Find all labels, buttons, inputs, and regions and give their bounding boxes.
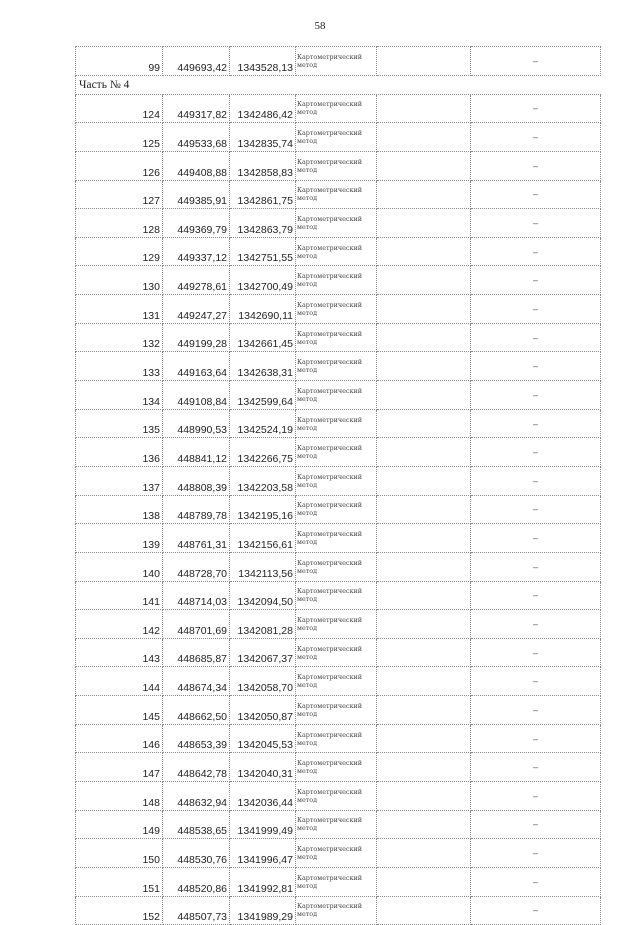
point-number: 143 <box>76 638 163 667</box>
empty-cell <box>377 638 471 667</box>
empty-cell <box>377 867 471 896</box>
table-row <box>76 581 601 610</box>
table-row <box>76 524 601 553</box>
y-coordinate: 1343528,13 <box>230 47 296 76</box>
y-coordinate: 1342094,50 <box>230 581 296 610</box>
y-coordinate: 1342858,83 <box>230 151 296 180</box>
y-coordinate: 1341992,81 <box>230 867 296 896</box>
empty-cell <box>377 266 471 295</box>
empty-cell <box>377 180 471 209</box>
empty-cell <box>377 896 471 925</box>
x-coordinate: 449385,91 <box>163 180 230 209</box>
point-number: 150 <box>76 839 163 868</box>
point-number: 137 <box>76 466 163 495</box>
accuracy-cell: – <box>471 352 601 381</box>
empty-cell <box>377 438 471 467</box>
y-coordinate: 1342195,16 <box>230 495 296 524</box>
table-row <box>76 266 601 295</box>
method-cell: Картометрический метод <box>296 552 377 581</box>
x-coordinate: 449337,12 <box>163 237 230 266</box>
method-cell: Картометрический метод <box>296 896 377 925</box>
table-row <box>76 94 601 123</box>
table-row <box>76 409 601 438</box>
x-coordinate: 448761,31 <box>163 524 230 553</box>
x-coordinate: 448990,53 <box>163 409 230 438</box>
y-coordinate: 1342040,31 <box>230 753 296 782</box>
table-row <box>76 782 601 811</box>
y-coordinate: 1342203,58 <box>230 466 296 495</box>
empty-cell <box>377 151 471 180</box>
accuracy-cell: – <box>471 724 601 753</box>
point-number: 149 <box>76 810 163 839</box>
method-cell: Картометрический метод <box>296 237 377 266</box>
method-cell: Картометрический метод <box>296 381 377 410</box>
x-coordinate: 449693,42 <box>163 47 230 76</box>
accuracy-cell: – <box>471 266 601 295</box>
accuracy-cell: – <box>471 323 601 352</box>
accuracy-cell: – <box>471 524 601 553</box>
x-coordinate: 448632,94 <box>163 782 230 811</box>
empty-cell <box>377 581 471 610</box>
y-coordinate: 1342036,44 <box>230 782 296 811</box>
method-cell: Картометрический метод <box>296 696 377 725</box>
accuracy-cell: – <box>471 295 601 324</box>
coordinates-table <box>75 46 601 925</box>
point-number: 129 <box>76 237 163 266</box>
point-number: 128 <box>76 209 163 238</box>
x-coordinate: 448685,87 <box>163 638 230 667</box>
method-cell: Картометрический метод <box>296 266 377 295</box>
section-header-row <box>76 75 601 94</box>
empty-cell <box>377 524 471 553</box>
x-coordinate: 448520,86 <box>163 867 230 896</box>
accuracy-cell: – <box>471 47 601 76</box>
method-cell: Картометрический метод <box>296 753 377 782</box>
x-coordinate: 448653,39 <box>163 724 230 753</box>
point-number: 138 <box>76 495 163 524</box>
point-number: 142 <box>76 610 163 639</box>
y-coordinate: 1342861,75 <box>230 180 296 209</box>
table-row <box>76 638 601 667</box>
table-row <box>76 810 601 839</box>
table-row <box>76 610 601 639</box>
method-cell: Картометрический метод <box>296 581 377 610</box>
y-coordinate: 1342266,75 <box>230 438 296 467</box>
point-number: 151 <box>76 867 163 896</box>
y-coordinate: 1342058,70 <box>230 667 296 696</box>
table-row <box>76 295 601 324</box>
empty-cell <box>377 237 471 266</box>
point-number: 147 <box>76 753 163 782</box>
accuracy-cell: – <box>471 466 601 495</box>
empty-cell <box>377 552 471 581</box>
table-row <box>76 352 601 381</box>
table-row <box>76 696 601 725</box>
accuracy-cell: – <box>471 438 601 467</box>
accuracy-cell: – <box>471 552 601 581</box>
point-number: 99 <box>76 47 163 76</box>
table-row <box>76 237 601 266</box>
method-cell: Картометрический метод <box>296 180 377 209</box>
x-coordinate: 448538,65 <box>163 810 230 839</box>
y-coordinate: 1342156,61 <box>230 524 296 553</box>
point-number: 125 <box>76 123 163 152</box>
empty-cell <box>377 47 471 76</box>
x-coordinate: 449108,84 <box>163 381 230 410</box>
method-cell: Картометрический метод <box>296 209 377 238</box>
method-cell: Картометрический метод <box>296 782 377 811</box>
method-cell: Картометрический метод <box>296 495 377 524</box>
method-cell: Картометрический метод <box>296 810 377 839</box>
y-coordinate: 1342690,11 <box>230 295 296 324</box>
x-coordinate: 449408,88 <box>163 151 230 180</box>
y-coordinate: 1341989,29 <box>230 896 296 925</box>
method-cell: Картометрический метод <box>296 409 377 438</box>
point-number: 131 <box>76 295 163 324</box>
method-cell: Картометрический метод <box>296 610 377 639</box>
x-coordinate: 448530,76 <box>163 839 230 868</box>
x-coordinate: 448662,50 <box>163 696 230 725</box>
x-coordinate: 448714,03 <box>163 581 230 610</box>
x-coordinate: 448507,73 <box>163 896 230 925</box>
table-row <box>76 552 601 581</box>
table-row <box>76 151 601 180</box>
x-coordinate: 448674,34 <box>163 667 230 696</box>
empty-cell <box>377 352 471 381</box>
point-number: 141 <box>76 581 163 610</box>
accuracy-cell: – <box>471 94 601 123</box>
empty-cell <box>377 495 471 524</box>
empty-cell <box>377 782 471 811</box>
y-coordinate: 1342486,42 <box>230 94 296 123</box>
accuracy-cell: – <box>471 180 601 209</box>
x-coordinate: 449247,27 <box>163 295 230 324</box>
table-row <box>76 466 601 495</box>
table-row <box>76 896 601 925</box>
method-cell: Картометрический метод <box>296 466 377 495</box>
accuracy-cell: – <box>471 867 601 896</box>
table-row <box>76 667 601 696</box>
point-number: 135 <box>76 409 163 438</box>
empty-cell <box>377 323 471 352</box>
method-cell: Картометрический метод <box>296 295 377 324</box>
y-coordinate: 1341996,47 <box>230 839 296 868</box>
empty-cell <box>377 466 471 495</box>
point-number: 126 <box>76 151 163 180</box>
table-row <box>76 323 601 352</box>
accuracy-cell: – <box>471 123 601 152</box>
x-coordinate: 449199,28 <box>163 323 230 352</box>
table-row <box>76 724 601 753</box>
accuracy-cell: – <box>471 409 601 438</box>
y-coordinate: 1342067,37 <box>230 638 296 667</box>
point-number: 134 <box>76 381 163 410</box>
point-number: 152 <box>76 896 163 925</box>
empty-cell <box>377 381 471 410</box>
method-cell: Картометрический метод <box>296 839 377 868</box>
method-cell: Картометрический метод <box>296 438 377 467</box>
method-cell: Картометрический метод <box>296 352 377 381</box>
empty-cell <box>377 94 471 123</box>
point-number: 133 <box>76 352 163 381</box>
point-number: 136 <box>76 438 163 467</box>
accuracy-cell: – <box>471 610 601 639</box>
method-cell: Картометрический метод <box>296 638 377 667</box>
accuracy-cell: – <box>471 151 601 180</box>
y-coordinate: 1342863,79 <box>230 209 296 238</box>
method-cell: Картометрический метод <box>296 47 377 76</box>
accuracy-cell: – <box>471 495 601 524</box>
x-coordinate: 448841,12 <box>163 438 230 467</box>
table-row <box>76 381 601 410</box>
table-row <box>76 180 601 209</box>
point-number: 148 <box>76 782 163 811</box>
accuracy-cell: – <box>471 896 601 925</box>
x-coordinate: 448642,78 <box>163 753 230 782</box>
point-number: 146 <box>76 724 163 753</box>
method-cell: Картометрический метод <box>296 94 377 123</box>
y-coordinate: 1342050,87 <box>230 696 296 725</box>
empty-cell <box>377 123 471 152</box>
empty-cell <box>377 209 471 238</box>
y-coordinate: 1342700,49 <box>230 266 296 295</box>
accuracy-cell: – <box>471 782 601 811</box>
accuracy-cell: – <box>471 696 601 725</box>
method-cell: Картометрический метод <box>296 123 377 152</box>
table-row <box>76 495 601 524</box>
y-coordinate: 1342045,53 <box>230 724 296 753</box>
table-row <box>76 753 601 782</box>
empty-cell <box>377 724 471 753</box>
table-row <box>76 47 601 76</box>
point-number: 124 <box>76 94 163 123</box>
point-number: 132 <box>76 323 163 352</box>
point-number: 140 <box>76 552 163 581</box>
y-coordinate: 1342113,56 <box>230 552 296 581</box>
method-cell: Картометрический метод <box>296 867 377 896</box>
point-number: 139 <box>76 524 163 553</box>
accuracy-cell: – <box>471 581 601 610</box>
empty-cell <box>377 839 471 868</box>
empty-cell <box>377 409 471 438</box>
x-coordinate: 449163,64 <box>163 352 230 381</box>
y-coordinate: 1342835,74 <box>230 123 296 152</box>
empty-cell <box>377 753 471 782</box>
page-number: 58 <box>314 20 326 32</box>
point-number: 145 <box>76 696 163 725</box>
table-row <box>76 209 601 238</box>
point-number: 130 <box>76 266 163 295</box>
method-cell: Картометрический метод <box>296 323 377 352</box>
empty-cell <box>377 610 471 639</box>
method-cell: Картометрический метод <box>296 524 377 553</box>
accuracy-cell: – <box>471 638 601 667</box>
x-coordinate: 448808,39 <box>163 466 230 495</box>
y-coordinate: 1342751,55 <box>230 237 296 266</box>
accuracy-cell: – <box>471 810 601 839</box>
method-cell: Картометрический метод <box>296 151 377 180</box>
empty-cell <box>377 295 471 324</box>
table-row <box>76 123 601 152</box>
empty-cell <box>377 696 471 725</box>
part-label: Часть № 4 <box>76 75 601 94</box>
y-coordinate: 1341999,49 <box>230 810 296 839</box>
point-number: 127 <box>76 180 163 209</box>
table-row <box>76 867 601 896</box>
accuracy-cell: – <box>471 381 601 410</box>
x-coordinate: 449533,68 <box>163 123 230 152</box>
empty-cell <box>377 667 471 696</box>
y-coordinate: 1342524,19 <box>230 409 296 438</box>
x-coordinate: 449317,82 <box>163 94 230 123</box>
table-row <box>76 438 601 467</box>
method-cell: Картометрический метод <box>296 724 377 753</box>
empty-cell <box>377 810 471 839</box>
x-coordinate: 448728,70 <box>163 552 230 581</box>
y-coordinate: 1342599,64 <box>230 381 296 410</box>
y-coordinate: 1342638,31 <box>230 352 296 381</box>
point-number: 144 <box>76 667 163 696</box>
accuracy-cell: – <box>471 839 601 868</box>
accuracy-cell: – <box>471 237 601 266</box>
x-coordinate: 448789,78 <box>163 495 230 524</box>
accuracy-cell: – <box>471 667 601 696</box>
accuracy-cell: – <box>471 753 601 782</box>
table-row <box>76 839 601 868</box>
x-coordinate: 449278,61 <box>163 266 230 295</box>
y-coordinate: 1342661,45 <box>230 323 296 352</box>
method-cell: Картометрический метод <box>296 667 377 696</box>
accuracy-cell: – <box>471 209 601 238</box>
x-coordinate: 448701,69 <box>163 610 230 639</box>
y-coordinate: 1342081,28 <box>230 610 296 639</box>
x-coordinate: 449369,79 <box>163 209 230 238</box>
